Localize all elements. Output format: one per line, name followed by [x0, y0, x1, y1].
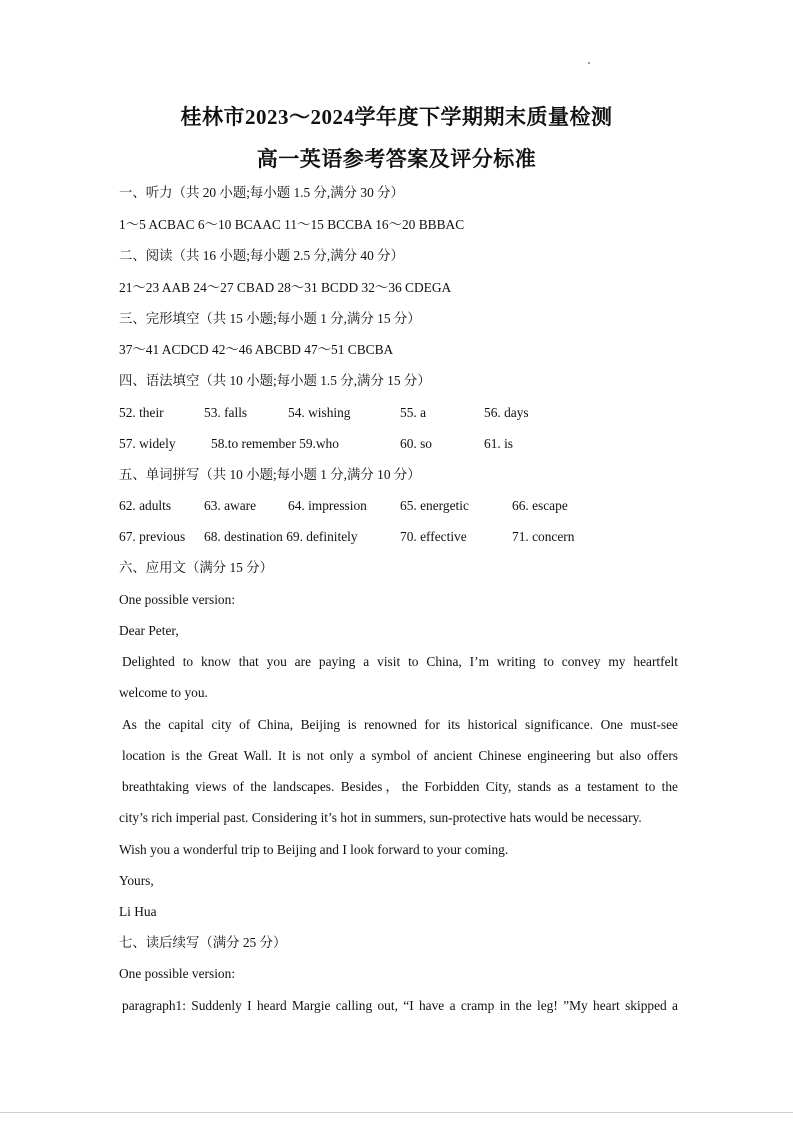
grammar-answer: 57. widely	[119, 436, 176, 451]
listening-heading: 一、听力（共 20 小题;每小题 1.5 分,满分 30 分）	[119, 185, 404, 200]
writing-heading: 六、应用文（满分 15 分）	[119, 560, 273, 575]
grammar-answer: 55. a	[400, 405, 427, 420]
continuation-version-label: One possible version:	[119, 966, 236, 981]
spelling-answer: 66. escape	[512, 498, 568, 513]
grammar-answer: 56. days	[484, 405, 529, 420]
spelling-answer: 64. impression	[288, 498, 367, 513]
writing-paragraph-line: As the capital city of China, Beijing is renowned for its historical significance. One must-see	[122, 717, 678, 732]
spelling-answer: 63. aware	[204, 498, 257, 513]
page-subtitle: 高一英语参考答案及评分标准	[256, 147, 537, 171]
writing-paragraph-line: welcome to you.	[119, 685, 208, 700]
continuation-heading: 七、读后续写（满分 25 分）	[119, 935, 287, 950]
continuation-paragraph-line: paragraph1: Suddenly I heard Margie calling out, “I have a cramp in the leg! ”My heart skipped a	[122, 998, 678, 1013]
corner-mark	[588, 62, 590, 64]
page-title: 桂林市2023～2024学年度下学期期末质量检测	[180, 105, 613, 129]
grammar-answer: 54. wishing	[288, 405, 351, 420]
spelling-answer: 70. effective	[400, 529, 467, 544]
grammar-row-2	[119, 436, 679, 452]
spelling-row-1	[119, 498, 679, 514]
writing-paragraph-line: city’s rich imperial past. Considering it’s hot in summers, sun-protective hats would be necessary.	[119, 810, 642, 825]
grammar-answer: 60. so	[400, 436, 432, 451]
page-bottom-rule	[0, 1112, 793, 1113]
reading-answers: 21～23 AAB 24～27 CBAD 28～31 BCDD 32～36 CDEGA	[119, 280, 452, 295]
writing-version-label: One possible version:	[119, 592, 236, 607]
grammar-heading: 四、语法填空（共 10 小题;每小题 1.5 分,满分 15 分）	[119, 373, 431, 388]
spelling-answer: 65. energetic	[400, 498, 469, 513]
grammar-answer: 61. is	[484, 436, 514, 451]
writing-paragraph-line: Delighted to know that you are paying a visit to China, I’m writing to convey my heartfelt	[122, 654, 678, 669]
cloze-answers: 37～41 ACDCD 42～46 ABCBD 47～51 CBCBA	[119, 342, 394, 357]
grammar-answer: 52. their	[119, 405, 164, 420]
spelling-answer: 68. destination 69. definitely	[204, 529, 358, 544]
writing-greeting: Dear Peter,	[119, 623, 179, 638]
writing-paragraph-line: breathtaking views of the landscapes. Besides，the Forbidden City, stands as a testament to the	[122, 779, 678, 794]
cloze-heading: 三、完形填空（共 15 小题;每小题 1 分,满分 15 分）	[119, 311, 421, 326]
writing-paragraph-line: location is the Great Wall. It is not only a symbol of ancient Chinese engineering but also offers	[122, 748, 678, 763]
grammar-answer: 58.to remember 59.who	[211, 436, 339, 451]
listening-answers: 1～5 ACBAC 6～10 BCAAC 11～15 BCCBA 16～20 BBBAC	[119, 217, 465, 232]
grammar-row-1	[119, 405, 679, 421]
spelling-answer: 71. concern	[512, 529, 575, 544]
writing-closing: Yours,	[119, 873, 154, 888]
writing-signature: Li Hua	[119, 904, 157, 919]
spelling-heading: 五、单词拼写（共 10 小题;每小题 1 分,满分 10 分）	[119, 467, 421, 482]
writing-paragraph-line: Wish you a wonderful trip to Beijing and I look forward to your coming.	[119, 842, 509, 857]
grammar-answer: 53. falls	[204, 405, 248, 420]
reading-heading: 二、阅读（共 16 小题;每小题 2.5 分,满分 40 分）	[119, 248, 404, 263]
spelling-row-2	[119, 529, 679, 545]
spelling-answer: 67. previous	[119, 529, 186, 544]
spelling-answer: 62. adults	[119, 498, 172, 513]
